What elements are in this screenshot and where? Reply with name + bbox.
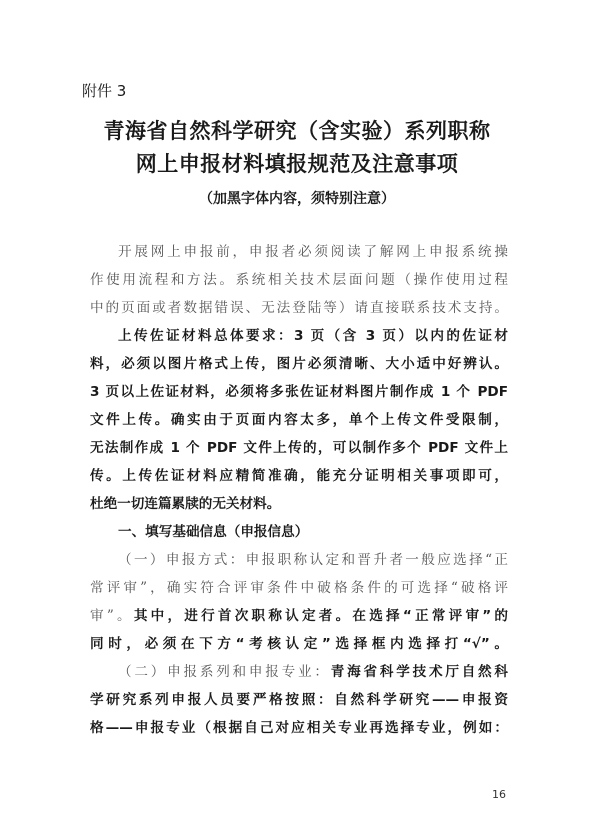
para3-line3-normal: 审”。 bbox=[90, 608, 134, 624]
para2-line5: 无法制作成 1 个 PDF 文件上传的，可以制作多个 PDF 文件上 bbox=[90, 440, 508, 456]
para3-line3-bold: 其中，进行首次职称认定者。在选择“正常评审”的 bbox=[133, 608, 509, 624]
section-heading-1: 一、填写基础信息（申报信息） bbox=[118, 524, 309, 540]
subtitle-note: （加黑字体内容，须特别注意） bbox=[199, 191, 395, 207]
attachment-label: 附件 3 bbox=[82, 82, 127, 100]
title-line-2: 网上申报材料填报规范及注意事项 bbox=[135, 152, 459, 176]
para4-line2 bbox=[90, 690, 508, 710]
para1-line2: 作使用流程和方法。系统相关技术层面问题（操作使用过程 bbox=[90, 272, 508, 288]
para2-line2: 料，必须以图片格式上传，图片必须清晰、大小适中好辨认。 bbox=[90, 356, 508, 372]
para4-line2-part2: 严格按照：自然科学研究——申报资 bbox=[252, 692, 509, 708]
para3-line2: 常评审”，确实符合评审条件中破格条件的可选择“破格评 bbox=[90, 580, 508, 596]
para4-line1 bbox=[90, 662, 508, 682]
title-line-1: 青海省自然科学研究（含实验）系列职称 bbox=[103, 119, 491, 143]
para3-line3 bbox=[90, 606, 508, 626]
para3-line1: （一）申报方式：申报职称认定和晋升者一般应选择“正 bbox=[118, 552, 508, 568]
para4-line1-normal: （二）申报系列和申报专业： bbox=[118, 664, 331, 680]
para4-line3: 格——申报专业（根据自己对应相关专业再选择专业，例如： bbox=[90, 720, 508, 736]
para1-line3: 中的页面或者数据错误、无法登陆等）请直接联系技术支持。 bbox=[90, 300, 508, 316]
para4-line2-part1: 学研究系列申报人员要 bbox=[90, 692, 253, 708]
para3-line4: 同时，必须在下方“考核认定”选择框内选择打“√”。 bbox=[90, 636, 508, 652]
para2-line6: 传。上传佐证材料应精简准确，能充分证明相关事项即可， bbox=[90, 468, 508, 484]
para2-line4: 文件上传。确实由于页面内容太多，单个上传文件受限制， bbox=[90, 412, 508, 428]
para2-line7: 杜绝一切连篇累牍的无关材料。 bbox=[90, 496, 281, 512]
para4-line1-bold: 青海省科学技术厅自然科 bbox=[330, 664, 509, 680]
para2-line1: 上传佐证材料总体要求：3 页（含 3 页）以内的佐证材 bbox=[118, 328, 508, 344]
page-number: 16 bbox=[492, 788, 506, 801]
para1-line1: 开展网上申报前，申报者必须阅读了解网上申报系统操 bbox=[118, 244, 508, 260]
para2-line3: 3 页以上佐证材料，必须将多张佐证材料图片制作成 1 个 PDF bbox=[90, 384, 508, 400]
